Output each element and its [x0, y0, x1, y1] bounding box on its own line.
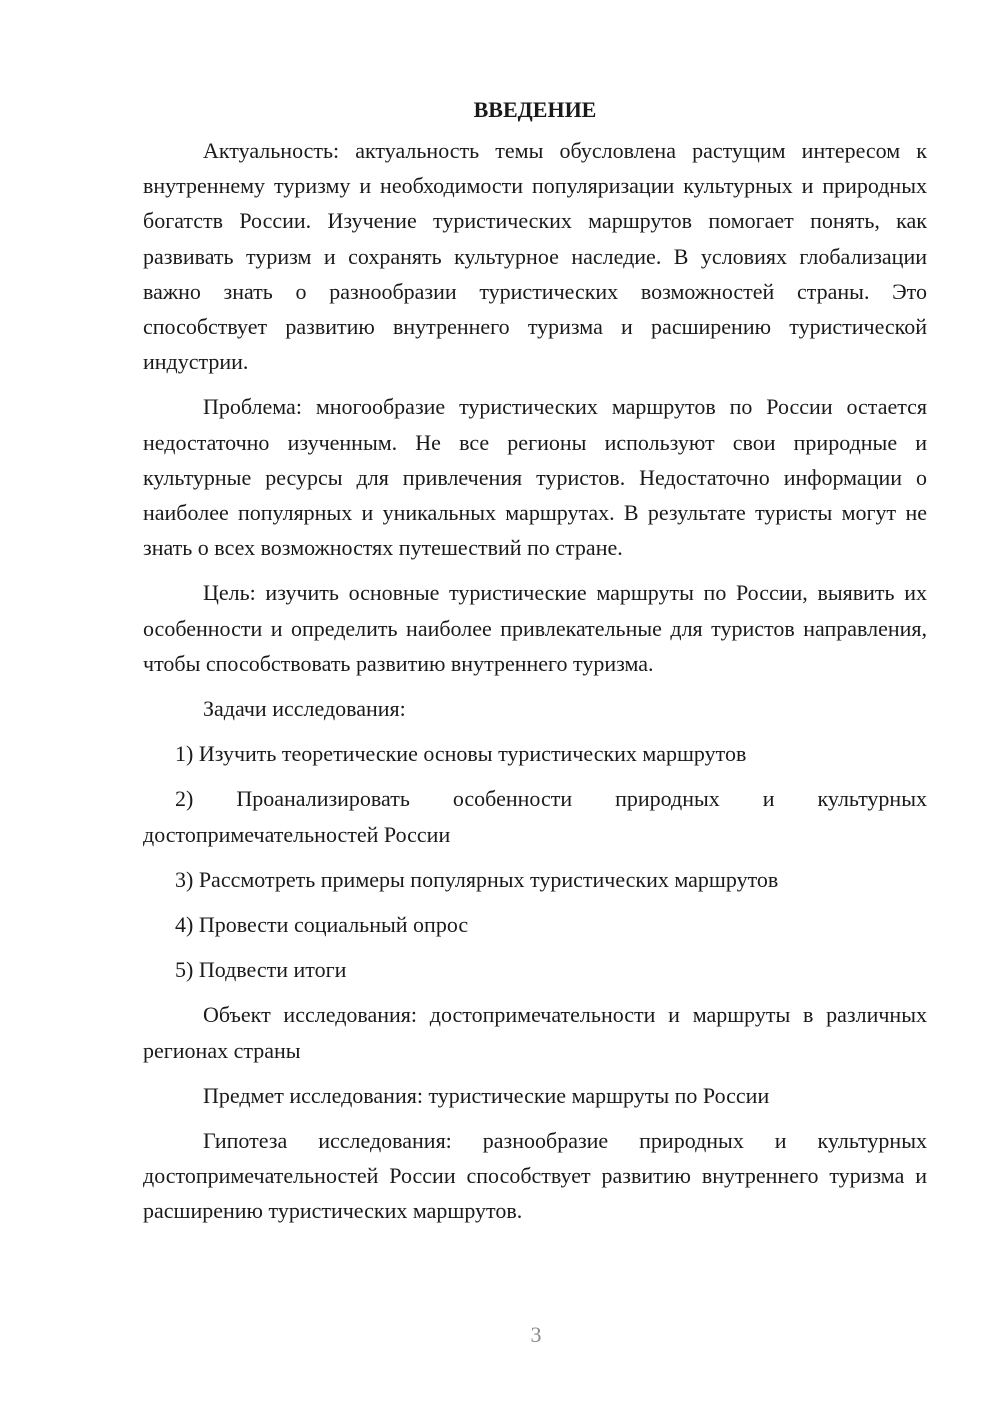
section-heading: ВВЕДЕНИЕ — [473, 97, 597, 122]
page-number: 3 — [530, 1322, 542, 1347]
task-item-2: 2) Проанализировать особенности природных и культурных достопримечательностей России — [143, 786, 927, 847]
paragraph-tasks-intro: Задачи исследования: — [203, 696, 406, 722]
paragraph-object: Объект исследования: достопримечательности и маршруты в различных регионах страны — [143, 1002, 927, 1063]
task-item-5: 5) Подвести итоги — [175, 957, 347, 983]
paragraph-goal: Цель: изучить основные туристические маршруты по России, выявить их особенности и определить наиболее привлекательные для туристов направления, чтобы способствовать развитию внутреннего туризма. — [143, 580, 927, 676]
paragraph-subject: Предмет исследования: туристические маршруты по России — [203, 1082, 770, 1108]
task-item-4: 4) Провести социальный опрос — [175, 912, 469, 938]
task-item-3: 3) Рассмотреть примеры популярных туристических маршрутов — [175, 866, 779, 892]
paragraph-problem: Проблема: многообразие туристических маршрутов по России остается недостаточно изученным. Не все регионы используют свои природные и культурные ресурсы для привлечения туристов. Недостаточно информации о наиболее популярных и уникальных маршрутах. В результате туристы могут не знать о всех возможностях путешествий по стране. — [143, 394, 927, 561]
page-body — [143, 92, 927, 1229]
task-item-1: 1) Изучить теоретические основы туристических маршрутов — [175, 741, 747, 767]
paragraph-relevance: Актуальность: актуальность темы обусловлена растущим интересом к внутреннему туризму и необходимости популяризации культурных и природных богатств России. Изучение туристических маршрутов помогает понять, как развивать туризм и сохранять культурное наследие. В условиях глобализации важно знать о разнообразии туристических возможностей страны. Это способствует развитию внутреннего туризма и расширению туристической индустрии. — [143, 138, 927, 375]
paragraph-hypothesis: Гипотеза исследования: разнообразие природных и культурных достопримечательностей России способствует развитию внутреннего туризма и расширению туристических маршрутов. — [143, 1128, 927, 1224]
